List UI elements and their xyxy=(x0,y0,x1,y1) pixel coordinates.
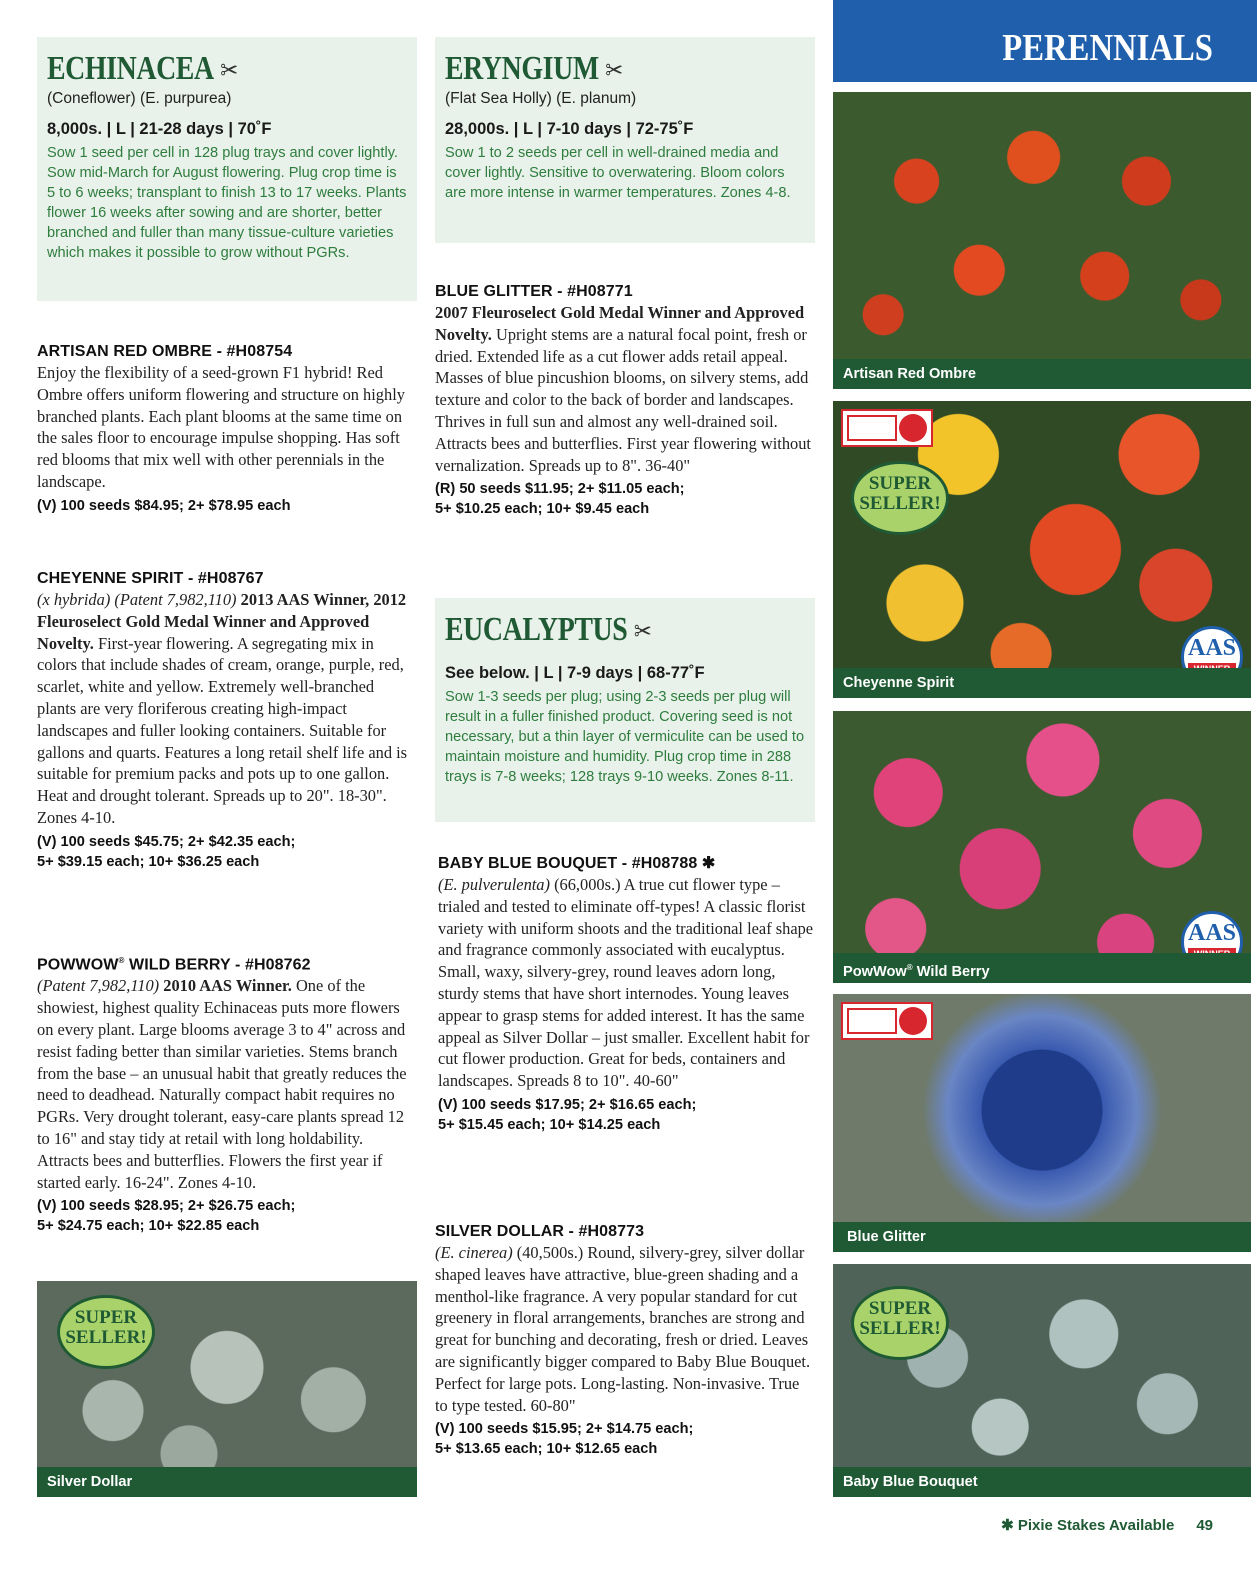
genus-title: EUCALYPTUS ✂ xyxy=(445,611,652,648)
product-price: (V) 100 seeds $17.95; 2+ $16.65 each; 5+ $15.45 each; 10+ $14.25 each xyxy=(438,1096,697,1133)
product-name: BLUE GLITTER - #H08771 xyxy=(435,283,633,300)
photo-caption: PowWow® Wild Berry xyxy=(833,953,1251,983)
product-description: 2007 Fleuroselect Gold Medal Winner and Approved Novelty. Upright stems are a natural focal point, fresh or dried. Extended life as a cut flower adds retail appeal. Masses of blue pincushion blooms, on silvery stems, add texture and color to the back of border and landscapes. Thrives in full sun and almost any well-drained soil. Attracts bees and butterflies. First year flowering without vernalization. Spreads up to 8". 36-40" xyxy=(435,303,811,475)
photo-powwow-wild-berry xyxy=(833,711,1251,983)
photo-baby-blue-bouquet xyxy=(833,1264,1251,1497)
aas-winner-badge: AAS xyxy=(1181,911,1243,973)
super-seller-badge: SUPER SELLER! xyxy=(851,461,949,535)
genus-title: ERYNGIUM ✂ xyxy=(445,50,623,87)
echinacea-info-box xyxy=(37,37,417,301)
product-price: (V) 100 seeds $84.95; 2+ $78.95 each xyxy=(37,497,291,514)
germination-specs: 28,000s. | L | 7-10 days | 72-75˚F xyxy=(445,120,694,138)
product-name: POWWOW® WILD BERRY - #H08762 xyxy=(37,956,311,974)
scissors-icon: ✂ xyxy=(605,56,623,85)
growing-instructions: Sow 1 seed per cell in 128 plug trays and cover lightly. Sow mid-March for August flowering. Plug crop time is 5 to 6 weeks; transplant to finish 13 to 17 weeks. Plants flower 16 weeks after sowing and are shorter, better branched and fuller than many tissue-culture varieties which makes it possible to grow without PGRs. xyxy=(47,145,407,261)
photo-caption: Blue Glitter xyxy=(833,1222,1251,1252)
photo-blue-glitter xyxy=(833,994,1251,1252)
section-banner xyxy=(833,0,1257,82)
product-description: Enjoy the flexibility of a seed-grown F1 hybrid! Red Ombre offers uniform flowering and structure on highly branched plants. Each plant blooms at the same time on the sales floor to encourage impulse shopping. Has soft red blooms that mix well with other perennials in the landscape. xyxy=(37,363,405,491)
photo-artisan-red-ombre xyxy=(833,92,1251,389)
germination-specs: 8,000s. | L | 21-28 days | 70˚F xyxy=(47,120,272,138)
section-title: PERENNIALS xyxy=(1002,27,1213,69)
product-price: (R) 50 seeds $11.95; 2+ $11.05 each; 5+ $10.25 each; 10+ $9.45 each xyxy=(435,481,685,518)
super-seller-badge: SUPER SELLER! xyxy=(57,1295,155,1369)
common-name: (Coneflower) (E. purpurea) xyxy=(47,90,232,107)
photo-caption: Cheyenne Spirit xyxy=(833,668,1251,698)
eryngium-info-box xyxy=(435,37,815,243)
product-description: (Patent 7,982,110) 2010 AAS Winner. One of the showiest, highest quality Echinaceas puts more flowers on every plant. Large blooms average 3 to 4" across and resist fading better than similar varieties. Stems branch from the base – an unusual habit that greatly reduces the need to deadhead. Naturally compact habit requires no PGRs. Very drought tolerant, easy-care plants spread 12 to 16" and stay tidy at retail with long holdability. Attracts bees and butterflies. Flowers the first year if started early. 16-24". Zones 4-10. xyxy=(37,976,407,1192)
product-name: BABY BLUE BOUQUET - #H08788 ✱ xyxy=(438,855,716,872)
product-name: CHEYENNE SPIRIT - #H08767 xyxy=(37,570,264,587)
product-powwow-wild-berry xyxy=(37,951,417,1236)
product-price: (V) 100 seeds $28.95; 2+ $26.75 each; 5+ $24.75 each; 10+ $22.85 each xyxy=(37,1198,296,1235)
photo-silver-dollar xyxy=(37,1281,417,1497)
photo-caption: Baby Blue Bouquet xyxy=(833,1467,1251,1497)
scissors-icon: ✂ xyxy=(633,617,652,646)
photo-caption: Artisan Red Ombre xyxy=(833,359,1251,389)
product-blue-glitter xyxy=(435,282,815,519)
product-price: (V) 100 seeds $45.75; 2+ $42.35 each; 5+ $39.15 each; 10+ $36.25 each xyxy=(37,833,296,870)
product-cheyenne-spirit xyxy=(37,569,417,872)
fleuroselect-award-icon xyxy=(841,409,933,447)
product-baby-blue-bouquet xyxy=(438,854,815,1135)
product-name: SILVER DOLLAR - #H08773 xyxy=(435,1223,645,1240)
page-number: 49 xyxy=(1196,1517,1213,1534)
eucalyptus-info-box xyxy=(435,598,815,822)
scissors-icon: ✂ xyxy=(220,56,238,85)
genus-title: ECHINACEA ✂ xyxy=(47,50,238,87)
product-artisan-red-ombre xyxy=(37,342,417,516)
super-seller-badge: SUPER SELLER! xyxy=(851,1286,949,1360)
product-description: (x hybrida) (Patent 7,982,110) 2013 AAS Winner, 2012 Fleuroselect Gold Medal Winner and Approved Novelty. First-year flowering. A segregating mix in colors that include shades of cream, orange, purple, red, scarlet, white and yellow. Extremely well-branched plants are very floriferous creating high-impact landscapes and fuller looking containers. Suitable for gallons and quarts. Features a long retail shelf life and is suitable for premium packs and pots up to one gallon. Heat and drought tolerant. Spreads up to 20". 18-30". Zones 4-10. xyxy=(37,590,408,827)
product-description: (E. pulverulenta) (66,000s.) A true cut flower type – trialed and tested to eliminate off-types! A classic florist variety with uniform shoots and the traditional leaf shape and fragrance commonly associated with eucalyptus. Small, waxy, silvery-grey, round leaves adorn long, sturdy stems that have short internodes. Young leaves appear to grasp stems for added interest. It has the same appeal as Silver Dollar – just smaller. Excellent habit for cut flower production. Great for beds, containers and landscapes. Spreads 8 to 10". 40-60" xyxy=(438,875,814,1091)
page-footer xyxy=(1001,1516,1213,1534)
common-name: (Flat Sea Holly) (E. planum) xyxy=(445,90,637,107)
product-description: (E. cinerea) (40,500s.) Round, silvery-grey, silver dollar shaped leaves have attractive, blue-green shading and a menthol-like fragrance. A very popular standard for cut greenery in floral arrangements, branches are strong and great for bunching and decorating, fresh or dried. Leaves are significantly bigger compared to Baby Blue Bouquet. Perfect for large pots. Long-lasting. Non-invasive. True to type tested. 60-80" xyxy=(435,1243,811,1415)
pixie-stakes-note: ✱ Pixie Stakes Available xyxy=(1001,1517,1175,1534)
photo-caption: Silver Dollar xyxy=(37,1467,417,1497)
growing-instructions: Sow 1 to 2 seeds per cell in well-drained media and cover lightly. Sensitive to overwatering. Bloom colors are more intense in warmer temperatures. Zones 4-8. xyxy=(445,145,791,201)
germination-specs: See below. | L | 7-9 days | 68-77˚F xyxy=(445,664,705,682)
photo-cheyenne-spirit xyxy=(833,401,1251,698)
product-name: ARTISAN RED OMBRE - #H08754 xyxy=(37,343,293,360)
product-price: (V) 100 seeds $15.95; 2+ $14.75 each; 5+ $13.65 each; 10+ $12.65 each xyxy=(435,1421,694,1458)
growing-instructions: Sow 1-3 seeds per plug; using 2-3 seeds per plug will result in a fuller finished product. Covering seed is not necessary, but a thin layer of vermiculite can be used to maintain moisture and humidity. Plug crop time in 288 trays is 7-8 weeks; 128 trays 9-10 weeks. Zones 8-11. xyxy=(445,689,805,785)
fleuroselect-award-icon xyxy=(841,1002,933,1040)
product-silver-dollar xyxy=(435,1222,815,1459)
aas-winner-badge: AAS xyxy=(1181,626,1243,688)
